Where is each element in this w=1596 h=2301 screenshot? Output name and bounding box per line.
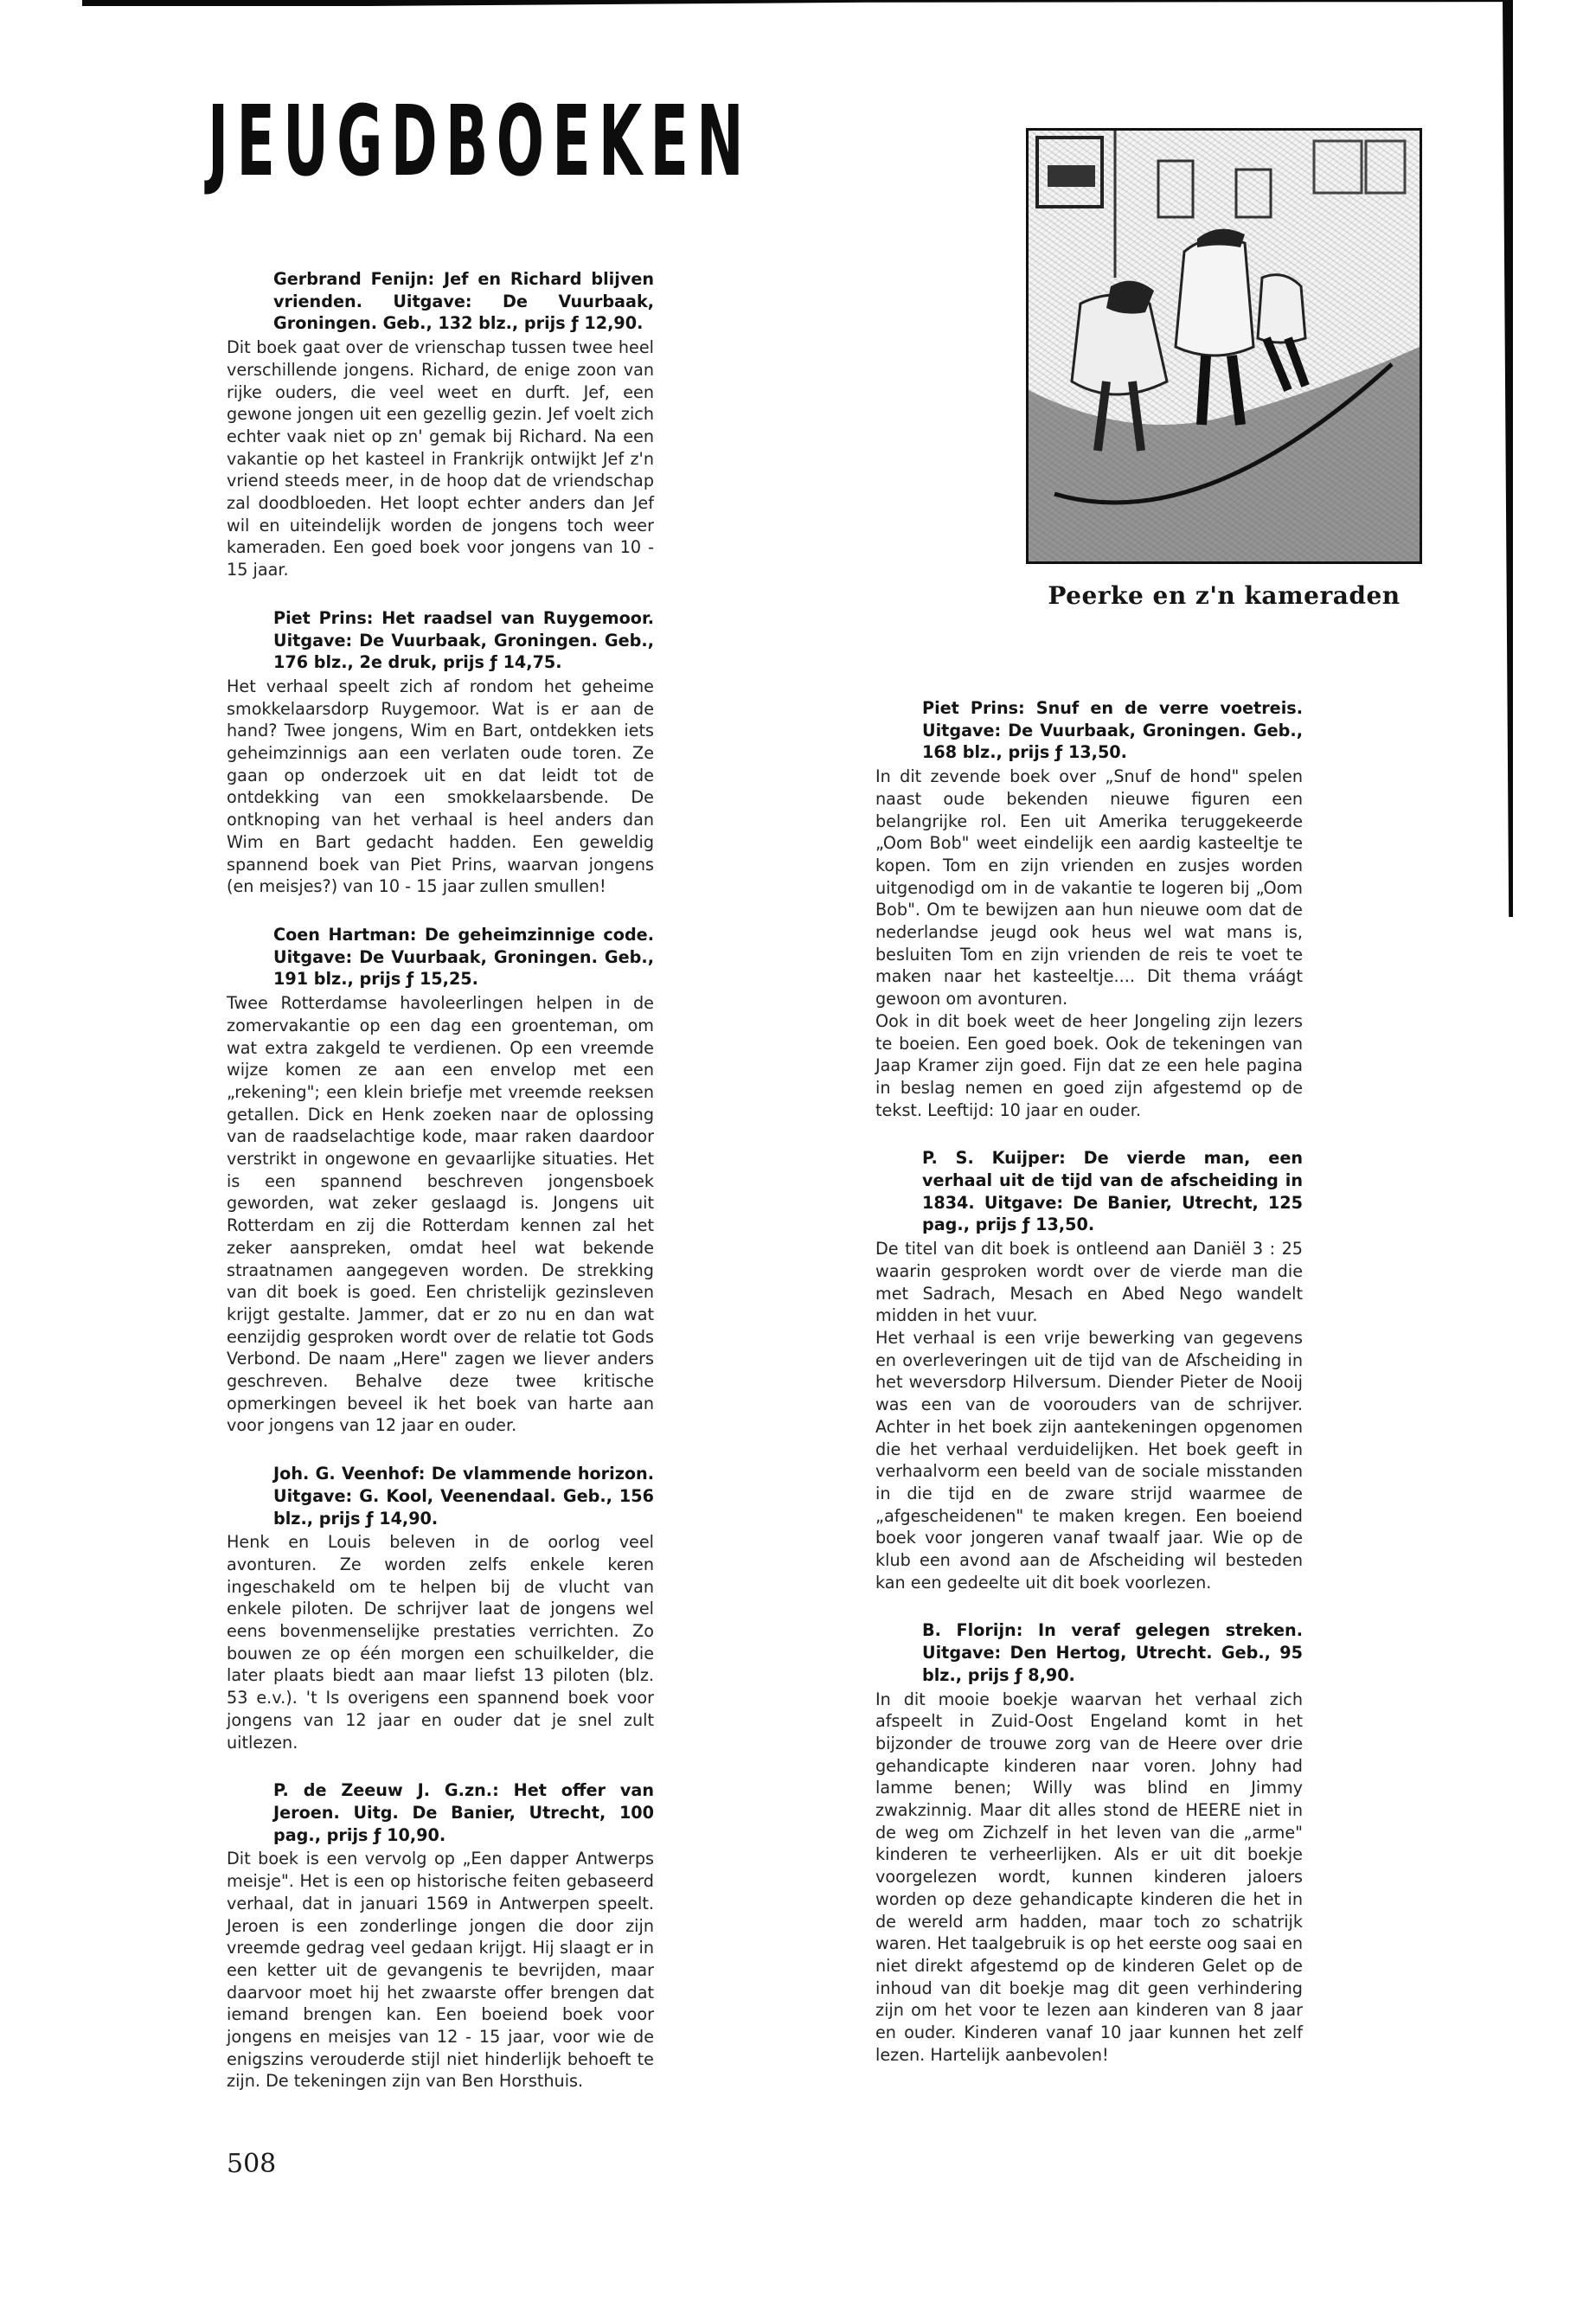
page-number: 508 <box>227 2149 277 2179</box>
review-paragraph: Het verhaal is een vrije bewerking van gegevens en overleveringen uit de tijd van de Afscheiding in het weversdorp Hilversum. Diender Pieter de Nooij was een van de voorouders van de schrijver. Achter in het boek zijn aantekeningen opgenomen die het verhaal verduidelijken. Het boek geeft in verhaalvorm een beeld van de sociale misstanden in die tijd en de zware strijd waarmee de „afgescheidenen" te maken kregen. Een boeiend boek voor jongeren vanaf twaalf jaar. Wie op de klub een avond aan de Afscheiding wil besteden kan een gedeelte uit dit boek voorlezen. <box>875 1327 1303 1593</box>
review-paragraph: Twee Rotterdamse havoleerlingen helpen in de zomervakantie op een dag een groenteman, om wat extra zakgeld te verdienen. Op een vreemde wijze komen ze aan een envelop met een „rekening"; een klein briefje met vreemde reeksen getallen. Dick en Henk zoeken naar de oplossing van de raadselachtige kode, maar raken daardoor verstrikt in ongewone en gevaarlijke situaties. Het is een spannend beschreven jongensboek geworden, wat zeker geslaagd is. Jongens uit Rotterdam en zij die Rotterdam kennen zal het zeker aanspreken, omdat heel wat bekende straatnamen aangegeven worden. De strekking van dit boek is goed. Een christelijk gezinsleven krijgt gestalte. Jammer, dat er zo nu en dan wat eenzijdig gesproken wordt over de relatie tot Gods Verbond. De naam „Here" zagen we liever anders geschreven. Behalve deze twee kritische opmerkingen beveel ik het boek van harte aan voor jongens van 12 jaar en ouder. <box>227 993 654 1436</box>
review-body <box>227 992 654 1437</box>
review-paragraph: Dit boek gaat over de vrienschap tussen twee heel verschillende jongens. Richard, de enige zoon van rijke ouders, die veel weet en durft. Jef, een gewone jongen uit een gezellig gezin. Jef voelt zich echter vaak niet op zn' gemak bij Richard. Na een vakantie op het kasteel in Frankrijk ontwijkt Jef z'n vriend steeds meer, in de hoop dat de vriendschap zal doodbloeden. Het loopt echter anders dan Jef wil en uiteindelijk worden de jongens toch weer kameraden. Een goed boek voor jongens van 10 - 15 jaar. <box>227 337 654 580</box>
review-body <box>227 336 654 581</box>
review-hartman <box>227 924 654 1437</box>
review-body <box>227 1848 654 2093</box>
review-prins-snuf <box>875 697 1303 1121</box>
review-florijn <box>875 1619 1303 2066</box>
children-in-boat-icon <box>1029 131 1420 561</box>
review-veenhof <box>227 1463 654 1753</box>
review-prins-ruygemoor <box>227 607 654 898</box>
review-body <box>875 766 1303 1121</box>
review-fenijn <box>227 268 654 581</box>
review-heading: Piet Prins: Het raadsel van Ruygemoor. Uitgave: De Vuurbaak, Groningen. Geb., 176 blz., 2e druk, prijs ƒ 14,75. <box>273 607 654 673</box>
illustration-caption: Peerke en z'n kameraden <box>1048 581 1401 610</box>
review-paragraph: In dit zevende boek over „Snuf de hond" spelen naast oude bekenden nieuwe figuren een belangrijke rol. Een uit Amerika teruggekeerde „Oom Bob" weet eindelijk een aardig kasteeltje te kopen. Tom en zijn vrienden en zusjes worden uitgenodigd om in de vakantie te logeren bij „Oom Bob". Om te bewijzen aan hun nieuwe oom dat de nederlandse jeugd ook heus wel wat mans is, besluiten Tom en zijn vrienden de reis te voet te maken naar het kasteeltje.... Dit thema vráágt gewoon om avonturen. <box>875 766 1303 1009</box>
review-body <box>875 1238 1303 1593</box>
column-left <box>227 268 654 2118</box>
review-heading: Gerbrand Fenijn: Jef en Richard blijven vrienden. Uitgave: De Vuurbaak, Groningen. Geb., 132 blz., prijs ƒ 12,90. <box>273 269 654 334</box>
review-body <box>227 676 654 898</box>
review-heading: P. de Zeeuw J. G.zn.: Het offer van Jeroen. Uitg. De Banier, Utrecht, 100 pag., prijs ƒ 10,90. <box>273 1780 654 1845</box>
review-paragraph: Dit boek is een vervolg op „Een dapper Antwerps meisje". Het is een op historische feiten gebaseerd verhaal, dat in januari 1569 in Antwerpen speelt. Jeroen is een zonderlinge jongen die door zijn vreemde gedrag veel gedaan krijgt. Hij slaagt er in een ketter uit de gevangenis te bevrijden, maar daarvoor moet hij het zwaarste offer brengen dat iemand brengen kan. Een boeiend boek voor jongens en meisjes van 12 - 15 jaar, voor wie de enigszins verouderde stijl niet hinderlijk behoeft te zijn. De tekeningen zijn van Ben Horsthuis. <box>227 1849 654 2092</box>
review-heading: Coen Hartman: De geheimzinnige code. Uitgave: De Vuurbaak, Groningen. Geb., 191 blz., prijs ƒ 15,25. <box>273 924 654 990</box>
review-paragraph: Henk en Louis beleven in de oorlog veel avonturen. Ze worden zelfs enkele keren ingeschakeld om te helpen bij de vlucht van enkele piloten. De schrijver laat de jongens wel eens bovenmenselijke prestaties verrichten. Zo bouwen ze op één morgen een schuilkelder, die later plaats biedt aan maar liefst 13 piloten (blz. 53 e.v.). 't Is overigens een spannend boek voor jongens van 12 jaar en ouder dat je snel zult uitlezen. <box>227 1532 654 1753</box>
scan-edge-right <box>1503 0 1513 917</box>
review-body <box>227 1531 654 1753</box>
review-de-zeeuw <box>227 1779 654 2093</box>
column-right <box>875 697 1303 2092</box>
review-body <box>875 1689 1303 2067</box>
page-title: JEUGDBOEKEN <box>208 86 752 198</box>
review-paragraph: In dit mooie boekje waarvan het verhaal zich afspeelt in Zuid-Oost Engeland komt in het bijzonder de trouwe zorg van de Heere over drie gehandicapte kinderen naar voren. Johny had lamme benen; Willy was blind en Jimmy zwakzinnig. Maar dit alles stond de HEERE niet in de weg om Zichzelf in het leven van die „arme" kinderen te verheerlijken. Als er uit dit boekje voorgelezen wordt, kunnen kinderen jaloers worden op deze gehandicapte kinderen die het in de wereld arm hadden, maar toch zo schatrijk waren. Het taalgebruik is op het eerste oog saai en niet direkt afgestemd op de kinderen Gelet op de inhoud van dit boekje mag dit geen verhindering zijn om het voor te lezen aan kinderen van 8 jaar en ouder. Kinderen vanaf 10 jaar kunnen het zelf lezen. Hartelijk aanbevolen! <box>875 1689 1303 2065</box>
review-paragraph: Het verhaal speelt zich af rondom het geheime smokkelaarsdorp Ruygemoor. Wat is er aan de hand? Twee jongens, Wim en Bart, ontdekken iets geheimzinnigs aan een verlaten oude toren. Ze gaan op onderzoek uit en dat leidt tot de ontdekking van een smokkelaarsbende. De ontknoping van het verhaal is heel anders dan Wim en Bart gedacht hadden. Een geweldig spannend boek van Piet Prins, waarvan jongens (en meisjes?) van 10 - 15 jaar zullen smullen! <box>227 676 654 897</box>
review-heading: Piet Prins: Snuf en de verre voetreis. Uitgave: De Vuurbaak, Groningen. Geb., 168 blz., prijs ƒ 13,50. <box>922 698 1303 763</box>
scan-edge-top <box>82 0 1509 6</box>
review-heading: Joh. G. Veenhof: De vlammende horizon. Uitgave: G. Kool, Veenendaal. Geb., 156 blz., prijs ƒ 14,90. <box>273 1464 654 1529</box>
review-kuijper <box>875 1147 1303 1593</box>
review-paragraph: De titel van dit boek is ontleend aan Daniël 3 : 25 waarin gesproken wordt over de vierde man die met Sadrach, Mesach en Abed Nego wandelt midden in het vuur. <box>875 1239 1303 1326</box>
review-heading: P. S. Kuijper: De vierde man, een verhaal uit de tijd van de afscheiding in 1834. Uitgave: De Banier, Utrecht, 125 pag., prijs ƒ 13,50. <box>922 1148 1303 1235</box>
illustration-engraving-icon <box>1026 128 1422 564</box>
review-paragraph: Ook in dit boek weet de heer Jongeling zijn lezers te boeien. Een goed boek. Ook de tekeningen van Jaap Kramer zijn goed. Fijn dat ze een hele pagina in beslag nemen en goed zijn afgestemd op de tekst. Leeftijd: 10 jaar en ouder. <box>875 1010 1303 1120</box>
review-heading: B. Florijn: In veraf gelegen streken. Uitgave: Den Hertog, Utrecht. Geb., 95 blz., prijs ƒ 8,90. <box>922 1620 1303 1685</box>
